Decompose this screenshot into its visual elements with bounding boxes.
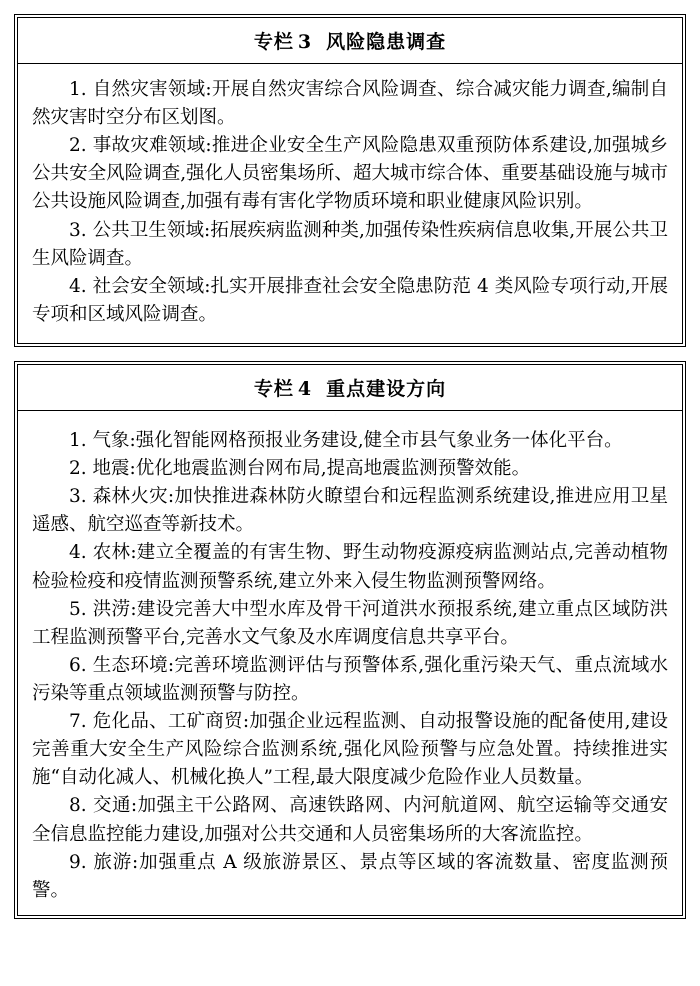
callout-item: 3. 森林火灾:加快推进森林防火瞭望台和远程监测系统建设,推进应用卫星遥感、航空巡查等新技术。 (32, 486, 668, 536)
callout-box-3-number: 3 (297, 31, 313, 53)
callout-box-3-inner (17, 17, 683, 344)
callout-item: 7. 危化品、工矿商贸:加强企业远程监测、自动报警设施的配备使用,建设完善重大安全生产风险综合监测系统,强化风险预警与应急处置。持续推进实施“自动化减人、机械化换人”工程,最大限度减少危险作业人员数量。 (32, 711, 668, 789)
callout-item: 9. 旅游:加强重点 A 级旅游景区、景点等区域的客流数量、密度监测预警。 (32, 851, 668, 901)
callout-box-3-body (18, 64, 682, 343)
callout-item: 4. 农林:建立全覆盖的有害生物、野生动物疫源疫病监测站点,完善动植物检验检疫和疫情监测预警系统,建立外来入侵生物监测预警网络。 (32, 542, 668, 592)
callout-item: 5. 洪涝:建设完善大中型水库及骨干河道洪水预报系统,建立重点区域防洪工程监测预警平台,完善水文气象及水库调度信息共享平台。 (32, 598, 668, 648)
callout-item: 2. 事故灾难领域:推进企业安全生产风险隐患双重预防体系建设,加强城乡公共安全风险调查,强化人员密集场所、超大城市综合体、重要基础设施与城市公共设施风险调查,加强有毒有害化学物质环境和职业健康风险识别。 (32, 135, 668, 213)
callout-item: 4. 社会安全领域:扎实开展排查社会安全隐患防范 4 类风险专项行动,开展专项和区域风险调查。 (32, 275, 668, 325)
callout-item: 6. 生态环境:完善环境监测评估与预警体系,强化重污染天气、重点流域水污染等重点领域监测预警与防控。 (32, 654, 668, 704)
callout-box-4-heading: 重点建设方向 (326, 377, 447, 400)
callout-item: 8. 交通:加强主干公路网、高速铁路网、内河航道网、航空运输等交通安全信息监控能力建设,加强对公共交通和人员密集场所的大客流监控。 (32, 795, 668, 845)
callout-box-3-title (18, 18, 682, 64)
callout-item: 3. 公共卫生领域:拓展疾病监测种类,加强传染性疾病信息收集,开展公共卫生风险调查。 (32, 219, 668, 269)
callout-box-4-body (18, 411, 682, 915)
callout-box-4-title (18, 365, 682, 411)
callout-item: 2. 地震:优化地震监测台网布局,提高地震监测预警效能。 (69, 458, 531, 480)
callout-box-4-number: 4 (297, 377, 313, 400)
callout-box-4-label: 专栏 (253, 377, 294, 400)
callout-box-4 (14, 361, 686, 919)
callout-item: 1. 气象:强化智能网格预报业务建设,健全市县气象业务一体化平台。 (69, 429, 623, 451)
callout-box-3-heading: 风险隐患调查 (326, 31, 447, 53)
callout-box-3 (14, 14, 686, 347)
callout-box-3-label: 专栏 (253, 31, 294, 53)
callout-box-4-inner (17, 364, 683, 916)
callout-item: 1. 自然灾害领域:开展自然灾害综合风险调查、综合减灾能力调查,编制自然灾害时空分布区划图。 (32, 79, 668, 129)
